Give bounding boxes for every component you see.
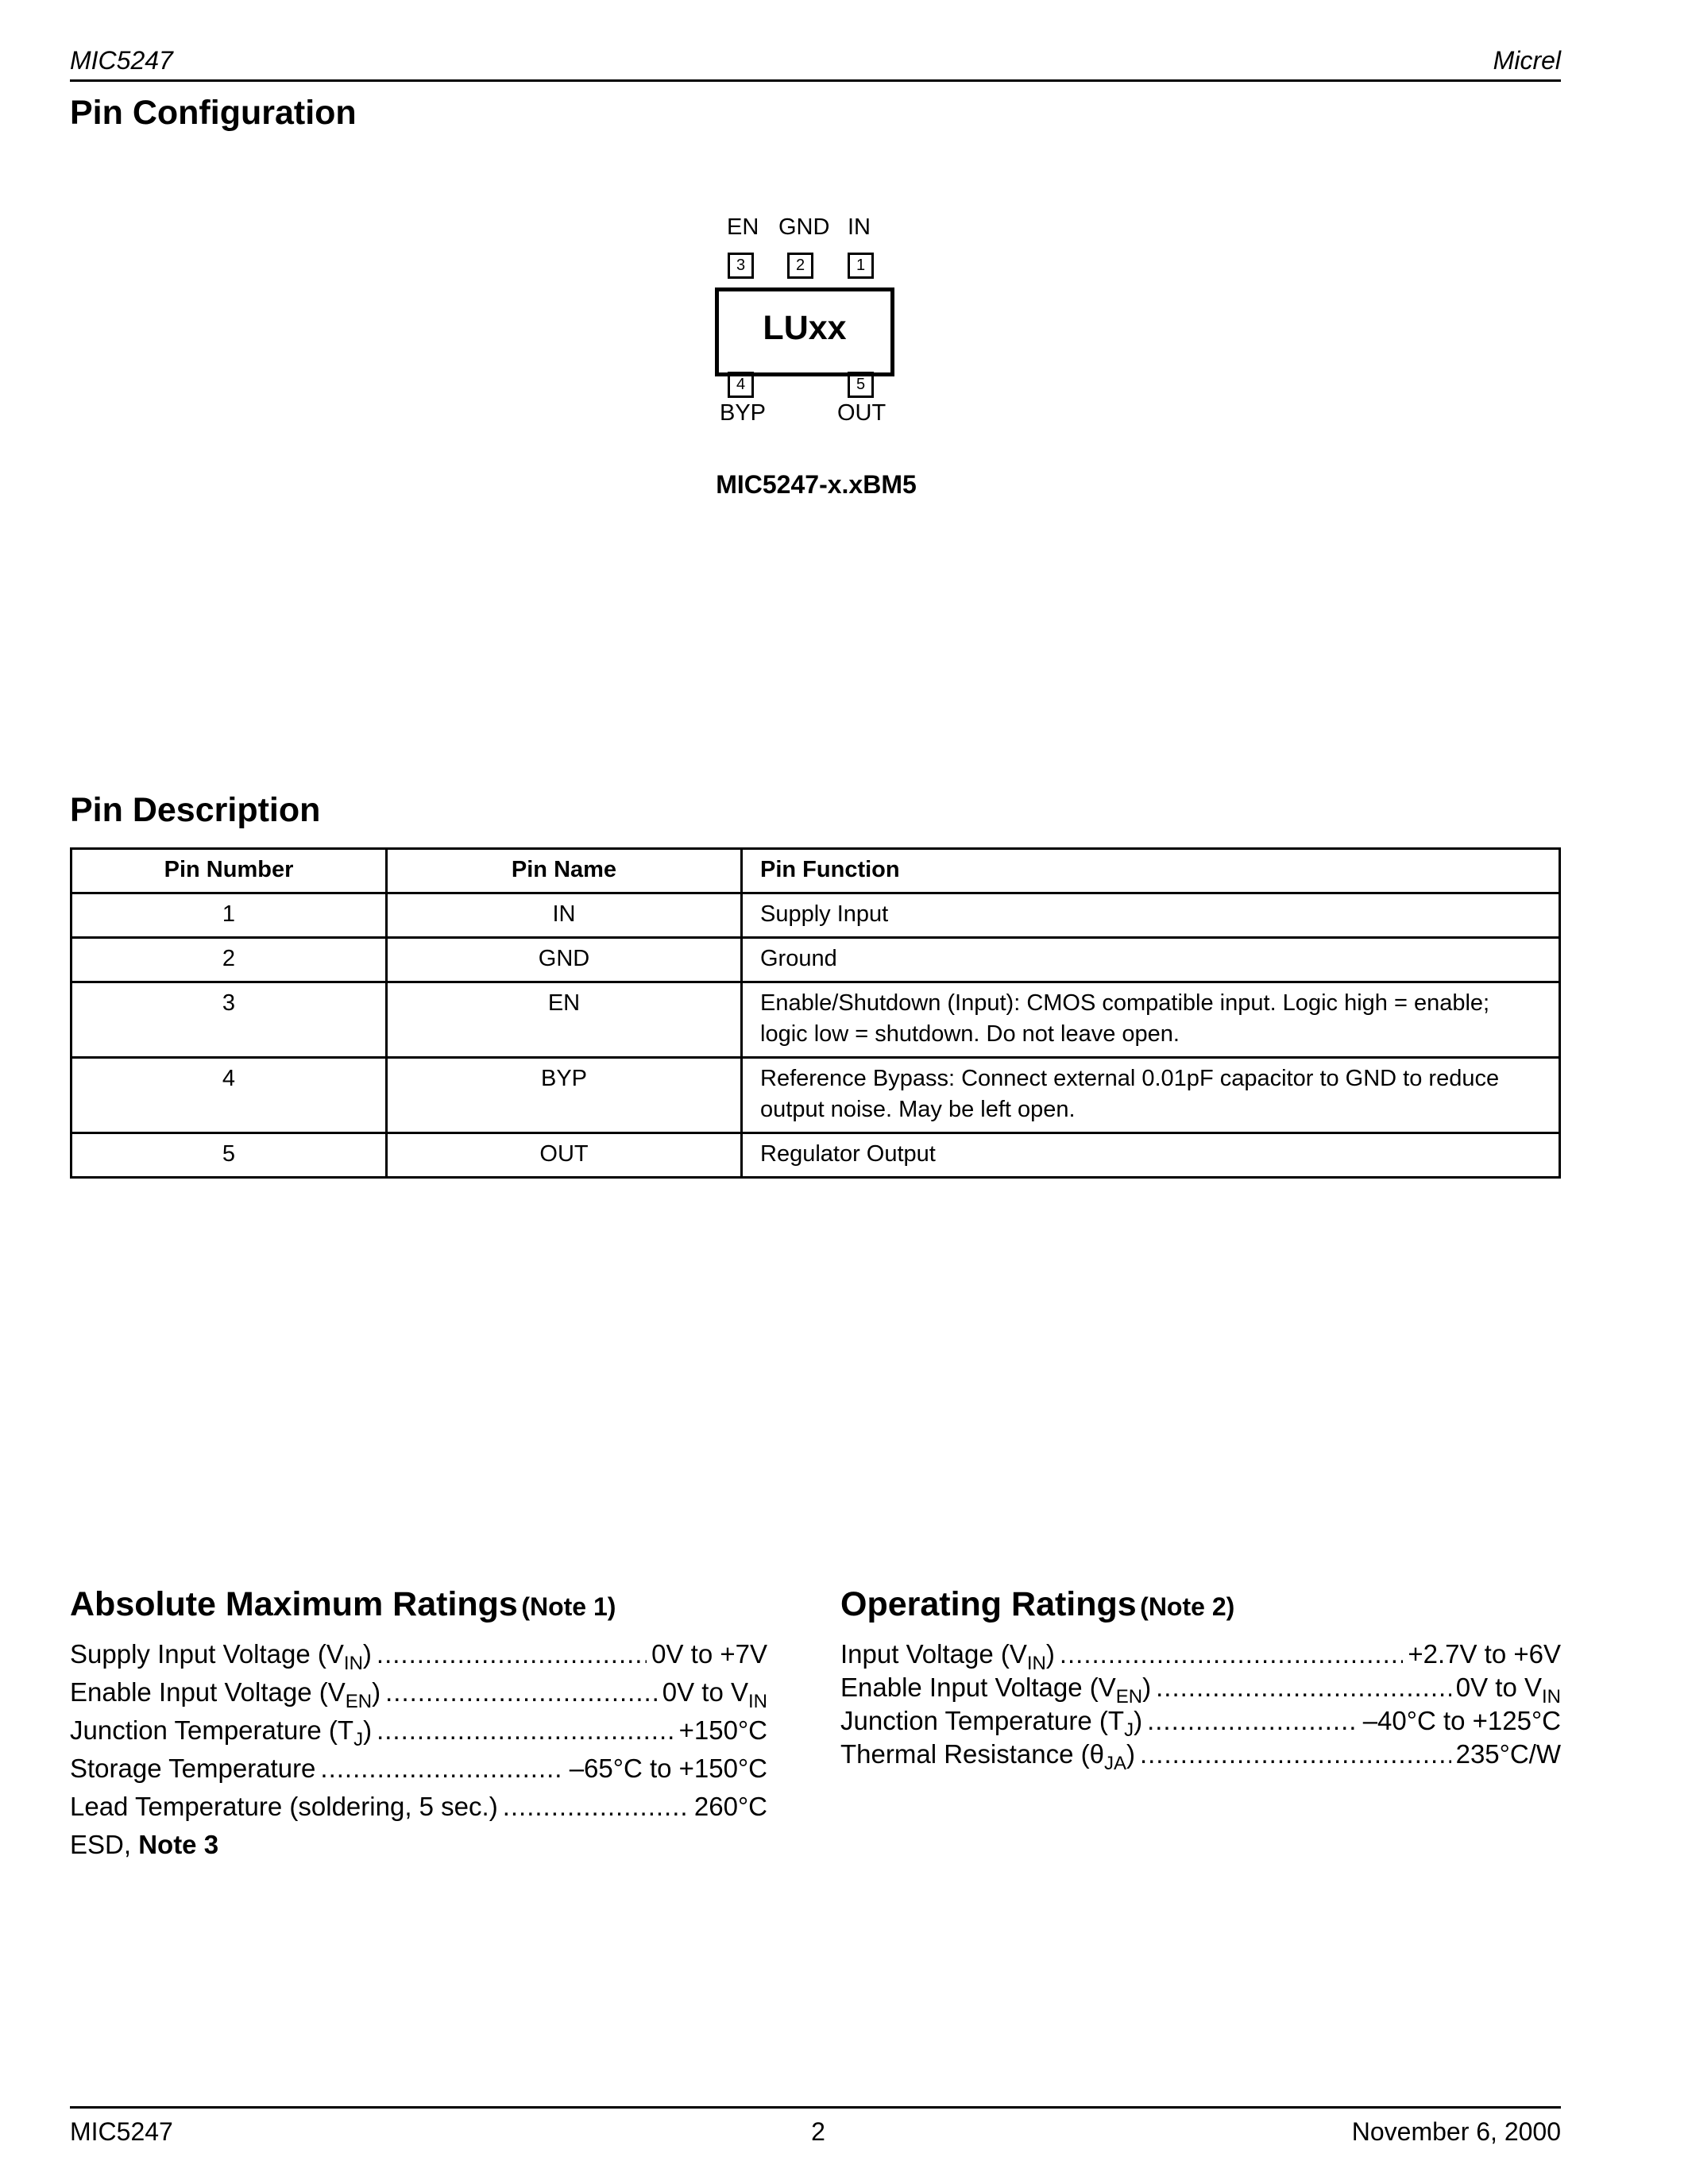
table-row: [71, 1133, 1560, 1178]
leader-dots: [320, 1754, 564, 1784]
rating-value: +2.7V to +6V: [1408, 1639, 1561, 1669]
operating-heading: [840, 1585, 1234, 1624]
table-header-row: [71, 849, 1560, 893]
rating-row: [840, 1639, 1561, 1673]
footer-part-number: MIC5247: [70, 2117, 173, 2146]
pin-4-box: 4: [728, 372, 754, 398]
rating-row: [70, 1715, 767, 1754]
rating-row: [70, 1677, 767, 1715]
pin-configuration-title: Pin Configuration: [70, 94, 357, 132]
pin-description-table: [70, 847, 1561, 1179]
column-header-pin-number: Pin Number: [71, 849, 387, 893]
rating-row: [70, 1754, 767, 1792]
esd-label: ESD, Note 3: [70, 1830, 219, 1859]
footer-page-number: 2: [811, 2117, 825, 2146]
pin-function-line: logic low = shutdown. Do not leave open.: [760, 1021, 1180, 1047]
pin-label-en: EN: [727, 214, 759, 240]
leader-dots: [1060, 1639, 1404, 1669]
pin-function-cell: [742, 1058, 1560, 1133]
rating-label: Lead Temperature (soldering, 5 sec.): [70, 1792, 498, 1821]
rating-label: Supply Input Voltage $(V_{IN})$: [70, 1639, 372, 1674]
pin-function-cell: Regulator Output: [742, 1133, 1560, 1178]
rating-row: [70, 1639, 767, 1677]
leader-dots: [1147, 1706, 1358, 1736]
header-part-number: MIC5247: [70, 46, 173, 75]
absolute-max-title: Absolute Maximum Ratings: [70, 1585, 518, 1623]
rating-value: –65°C to +150°C: [569, 1754, 767, 1783]
package-marking: LUxx: [763, 309, 847, 347]
pin-function-line: Enable/Shutdown (Input): CMOS compatible input. Logic high = enable;: [760, 990, 1490, 1016]
pin-description-title: Pin Description: [70, 791, 321, 829]
table-row: [71, 1058, 1560, 1133]
pin-name-cell: IN: [387, 893, 742, 938]
pin-5-box: 5: [848, 372, 874, 398]
absolute-max-note: (Note 1): [521, 1592, 616, 1621]
leader-dots: [385, 1677, 658, 1707]
rating-row: [70, 1792, 767, 1830]
table-row: [71, 982, 1560, 1058]
pin-name-cell: BYP: [387, 1058, 742, 1133]
pin-3-box: 3: [728, 253, 754, 279]
package-caption: MIC5247-x.xBM5: [716, 470, 917, 499]
leader-dots: [503, 1792, 689, 1822]
pin-number-cell: 3: [71, 982, 387, 1058]
package-diagram: [703, 214, 917, 437]
package-body: [715, 287, 894, 376]
footer-date: November 6, 2000: [1351, 2117, 1561, 2146]
rating-value: 260°C: [693, 1792, 767, 1821]
rating-value: 0V to $V_{IN}$: [662, 1677, 767, 1712]
table-row: [71, 893, 1560, 938]
esd-note: Note 3: [138, 1830, 219, 1859]
footer-divider: [70, 2106, 1561, 2109]
leader-dots: [377, 1715, 674, 1746]
pin-label-in: IN: [848, 214, 871, 240]
rating-value: +150°C: [678, 1715, 767, 1745]
rating-label: Enable Input Voltage $(V_{EN})$: [840, 1673, 1152, 1707]
rating-label: Enable Input Voltage $(V_{EN})$: [70, 1677, 381, 1712]
rating-row: [840, 1739, 1561, 1773]
table-row: [71, 938, 1560, 982]
pin-number-cell: 2: [71, 938, 387, 982]
rating-label: Junction Temperature $(T_J)$: [70, 1715, 373, 1750]
operating-note: (Note 2): [1140, 1592, 1235, 1621]
rating-label: Junction Temperature $(T_J)$: [840, 1706, 1143, 1741]
pin-2-box: 2: [787, 253, 813, 279]
column-header-pin-function: Pin Function: [742, 849, 1560, 893]
operating-list: [840, 1639, 1561, 1773]
operating-title: Operating Ratings: [840, 1585, 1137, 1623]
rating-value: 0V to $V_{IN}$: [1455, 1673, 1561, 1707]
header-company: Micrel: [1493, 46, 1561, 75]
rating-value: 235°C/W: [1455, 1739, 1561, 1769]
leader-dots: [1156, 1673, 1451, 1703]
pin-label-out: OUT: [837, 400, 886, 426]
pin-name-cell: EN: [387, 982, 742, 1058]
pin-name-cell: OUT: [387, 1133, 742, 1178]
esd-row: [70, 1830, 767, 1868]
rating-value: 0V to +7V: [651, 1639, 767, 1669]
pin-name-cell: GND: [387, 938, 742, 982]
pin-function-cell: [742, 982, 1560, 1058]
pin-1-box: 1: [848, 253, 874, 279]
pin-function-line: output noise. May be left open.: [760, 1097, 1076, 1122]
pin-function-cell: Ground: [742, 938, 1560, 982]
header-divider: [70, 79, 1561, 82]
pin-label-byp: BYP: [720, 400, 767, 426]
absolute-max-list: [70, 1639, 767, 1868]
column-header-pin-name: Pin Name: [387, 849, 742, 893]
rating-label: Input Voltage $(V_{IN})$: [840, 1639, 1055, 1674]
leader-dots: [377, 1639, 647, 1669]
pin-label-gnd: GND: [778, 214, 830, 240]
pin-function-cell: Supply Input: [742, 893, 1560, 938]
leader-dots: [1140, 1739, 1451, 1769]
pin-number-cell: 1: [71, 893, 387, 938]
rating-row: [840, 1673, 1561, 1706]
rating-label: Thermal Resistance $(\theta_{JA})$: [840, 1739, 1135, 1774]
absolute-max-heading: [70, 1585, 616, 1624]
pin-function-line: Reference Bypass: Connect external 0.01pF capacitor to GND to reduce: [760, 1066, 1500, 1091]
pin-number-cell: 4: [71, 1058, 387, 1133]
rating-label: Storage Temperature: [70, 1754, 316, 1783]
pin-number-cell: 5: [71, 1133, 387, 1178]
rating-row: [840, 1706, 1561, 1739]
rating-value: –40°C to +125°C: [1362, 1706, 1561, 1735]
